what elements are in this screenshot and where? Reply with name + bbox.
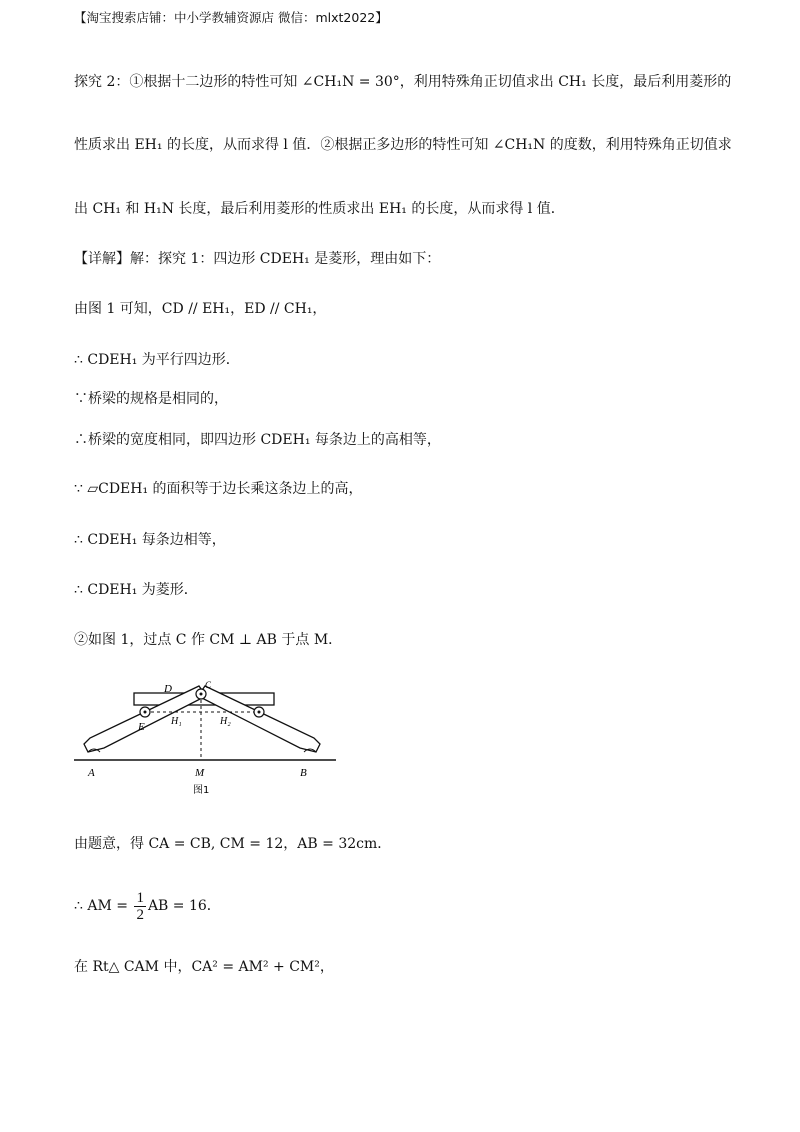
label-E: E: [138, 721, 145, 733]
text-line-2: 性质求出 EH₁ 的长度，从而求得 l 值．②根据正多边形的特性可知 ∠CH₁N 的度数，利用特殊角正切值求: [74, 137, 732, 153]
text-line-15: 在 Rt△ CAM 中，CA² = AM² + CM²，: [74, 959, 334, 975]
label-B: B: [300, 767, 307, 779]
label-A: A: [88, 767, 95, 779]
label-D: D: [164, 683, 172, 695]
text-line-14: [74, 888, 221, 924]
text-line-11: ∴ CDEH₁ 为菱形．: [74, 582, 198, 598]
text-line-9: ∵ ▱CDEH₁ 的面积等于边长乘这条边上的高，: [74, 481, 363, 497]
text-line-5: 由图 1 可知，CD // EH₁，ED // CH₁，: [74, 301, 327, 317]
bridge-diagram: [74, 672, 336, 802]
text-line-12: ②如图 1，过点 C 作 CM ⊥ AB 于点 M．: [74, 632, 343, 648]
label-M: M: [195, 767, 205, 779]
am-suffix: AB = 16．: [147, 898, 221, 914]
label-H2: H₂: [220, 716, 231, 727]
bridge-figure: [74, 672, 336, 802]
label-H1: H₁: [171, 716, 182, 727]
fraction-numerator: 1: [136, 889, 144, 906]
label-C: C: [205, 680, 212, 690]
text-line-13: 由题意，得 CA = CB, CM = 12，AB = 32cm．: [74, 836, 392, 852]
text-line-10: ∴ CDEH₁ 每条边相等，: [74, 532, 226, 548]
text-line-4: 【详解】解：探究 1：四边形 CDEH₁ 是菱形，理由如下：: [74, 251, 441, 267]
fraction-one-half: [134, 890, 146, 923]
text-line-1: 探究 2：①根据十二边形的特性可知 ∠CH₁N = 30°，利用特殊角正切值求出 CH₁ 长度，最后利用菱形的: [74, 74, 732, 90]
am-prefix: ∴ AM =: [74, 898, 133, 914]
text-line-3: 出 CH₁ 和 H₁N 长度，最后利用菱形的性质求出 EH₁ 的长度，从而求得 l 值．: [74, 201, 565, 217]
text-line-8: ∴桥梁的宽度相同，即四边形 CDEH₁ 每条边上的高相等，: [74, 432, 441, 448]
text-line-6: ∴ CDEH₁ 为平行四边形．: [74, 352, 240, 368]
figure-caption: 图1: [193, 785, 210, 796]
text-line-7: ∵桥梁的规格是相同的，: [74, 391, 228, 407]
fraction-denominator: 2: [136, 906, 144, 923]
watermark-header: 【淘宝搜索店铺：中小学教辅资源店 微信：mlxt2022】: [74, 10, 388, 25]
